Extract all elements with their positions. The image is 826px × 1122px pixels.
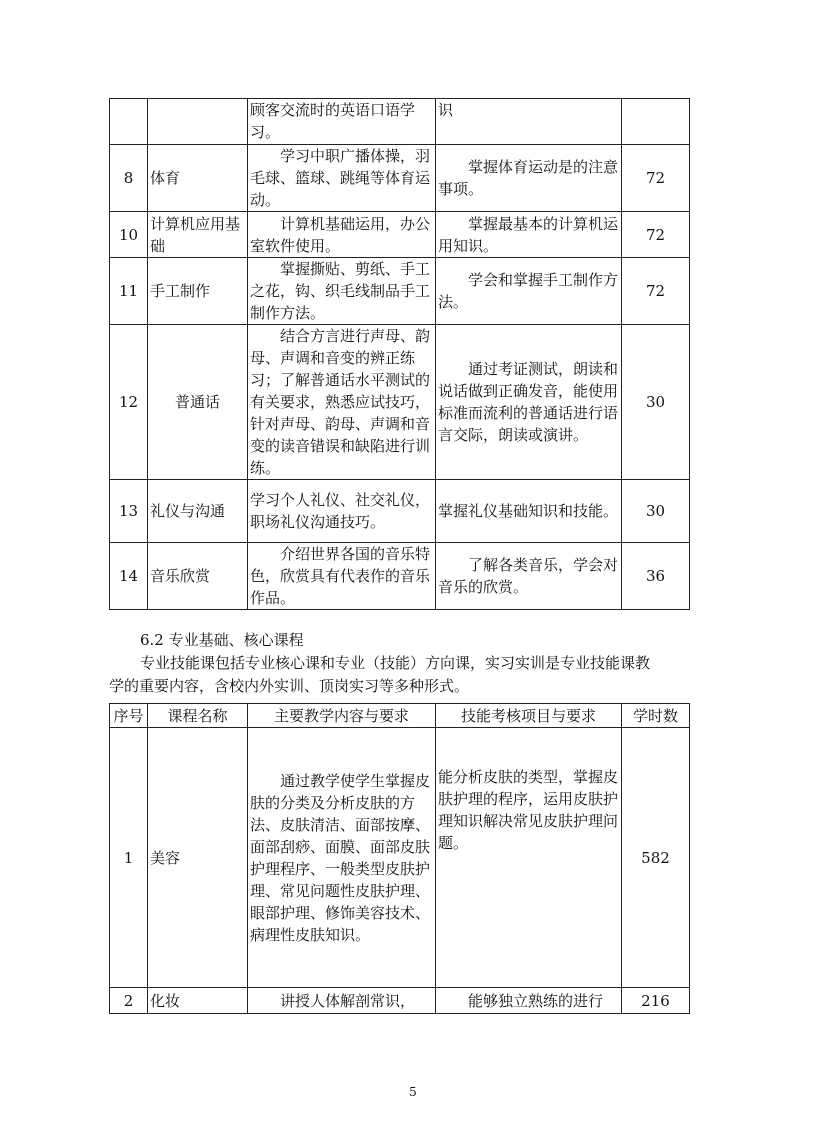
course-hours: 72: [622, 212, 690, 258]
course-number: [110, 99, 148, 145]
core-course-table: [109, 703, 690, 1014]
course-skill: 识: [436, 99, 622, 145]
course-skill: 掌握体育运动是的注意事项。: [436, 145, 622, 212]
course-skill: 能够独立熟练的进行: [436, 988, 622, 1014]
course-content: 结合方言进行声母、韵母、声调和音变的辨正练习；了解普通话水平测试的有关要求，熟悉应试技巧，针对声母、韵母、声调和音变的读音错误和缺陷进行训练。: [248, 325, 436, 480]
header-number: 序号: [110, 704, 148, 728]
course-number: 11: [110, 258, 148, 325]
table-row: [110, 145, 690, 212]
course-number: 8: [110, 145, 148, 212]
course-hours: 72: [622, 258, 690, 325]
table-row: [110, 543, 690, 610]
course-content: 讲授人体解剖常识，: [248, 988, 436, 1014]
course-name: 礼仪与沟通: [148, 480, 248, 543]
table-row: [110, 99, 690, 145]
course-name: 化妆: [148, 988, 248, 1014]
course-skill: 掌握最基本的计算机运用知识。: [436, 212, 622, 258]
intro-paragraph-line: 专业技能课包括专业核心课和专业（技能）方向课，实习实训是专业技能课教: [140, 654, 651, 672]
course-hours: 30: [622, 325, 690, 480]
course-name: [148, 99, 248, 145]
course-hours: 216: [622, 988, 690, 1014]
course-number: 13: [110, 480, 148, 543]
table-row: [110, 212, 690, 258]
course-number: 14: [110, 543, 148, 610]
course-content: 学习中职广播体操，羽毛球、篮球、跳绳等体育运动。: [248, 145, 436, 212]
general-course-table: [109, 98, 690, 610]
course-hours: 582: [622, 728, 690, 988]
course-content: 学习个人礼仪、社交礼仪，职场礼仪沟通技巧。: [248, 480, 436, 543]
course-name: 手工制作: [148, 258, 248, 325]
course-number: 2: [110, 988, 148, 1014]
course-name: 计算机应用基础: [148, 212, 248, 258]
course-name: 体育: [148, 145, 248, 212]
course-number: 12: [110, 325, 148, 480]
table-row: [110, 258, 690, 325]
course-skill: 学会和掌握手工制作方法。: [436, 258, 622, 325]
course-hours: [622, 99, 690, 145]
course-skill: 了解各类音乐，学会对音乐的欣赏。: [436, 543, 622, 610]
section-heading: 6.2 专业基础、核心课程: [140, 631, 304, 649]
course-name: 音乐欣赏: [148, 543, 248, 610]
course-name: 普通话: [148, 325, 248, 480]
course-number: 10: [110, 212, 148, 258]
course-content: 顾客交流时的英语口语学习。: [248, 99, 436, 145]
course-content: 计算机基础运用，办公室软件使用。: [248, 212, 436, 258]
page-number: 5: [409, 1085, 417, 1099]
course-name: 美容: [148, 728, 248, 988]
course-content: 介绍世界各国的音乐特色，欣赏具有代表作的音乐作品。: [248, 543, 436, 610]
course-content: 通过教学使学生掌握皮肤的分类及分析皮肤的方法、皮肤清洁、面部按摩、面部刮痧、面膜、面部皮肤护理程序、一般类型皮肤护理、常见问题性皮肤护理、眼部护理、修饰美容技术、病理性皮肤知识。: [248, 728, 436, 988]
table-header-row: [110, 704, 690, 728]
table-row: [110, 728, 690, 988]
course-skill: 能分析皮肤的类型，掌握皮肤护理的程序，运用皮肤护理知识解决常见皮肤护理问题。: [436, 728, 622, 988]
table-row: [110, 988, 690, 1014]
header-course-name: 课程名称: [148, 704, 248, 728]
course-number: 1: [110, 728, 148, 988]
table-row: [110, 325, 690, 480]
course-hours: 30: [622, 480, 690, 543]
course-skill: 通过考证测试，朗读和说话做到正确发音，能使用标准而流利的普通话进行语言交际，朗读或演讲。: [436, 325, 622, 480]
course-skill: 掌握礼仪基础知识和技能。: [436, 480, 622, 543]
table-row: [110, 480, 690, 543]
header-content: 主要教学内容与要求: [248, 704, 436, 728]
header-skill: 技能考核项目与要求: [436, 704, 622, 728]
intro-paragraph-line: 学的重要内容，含校内外实训、顶岗实习等多种形式。: [109, 677, 470, 695]
header-hours: 学时数: [622, 704, 690, 728]
course-content: 掌握撕贴、剪纸、手工之花，钩、织毛线制品手工制作方法。: [248, 258, 436, 325]
course-hours: 72: [622, 145, 690, 212]
course-hours: 36: [622, 543, 690, 610]
